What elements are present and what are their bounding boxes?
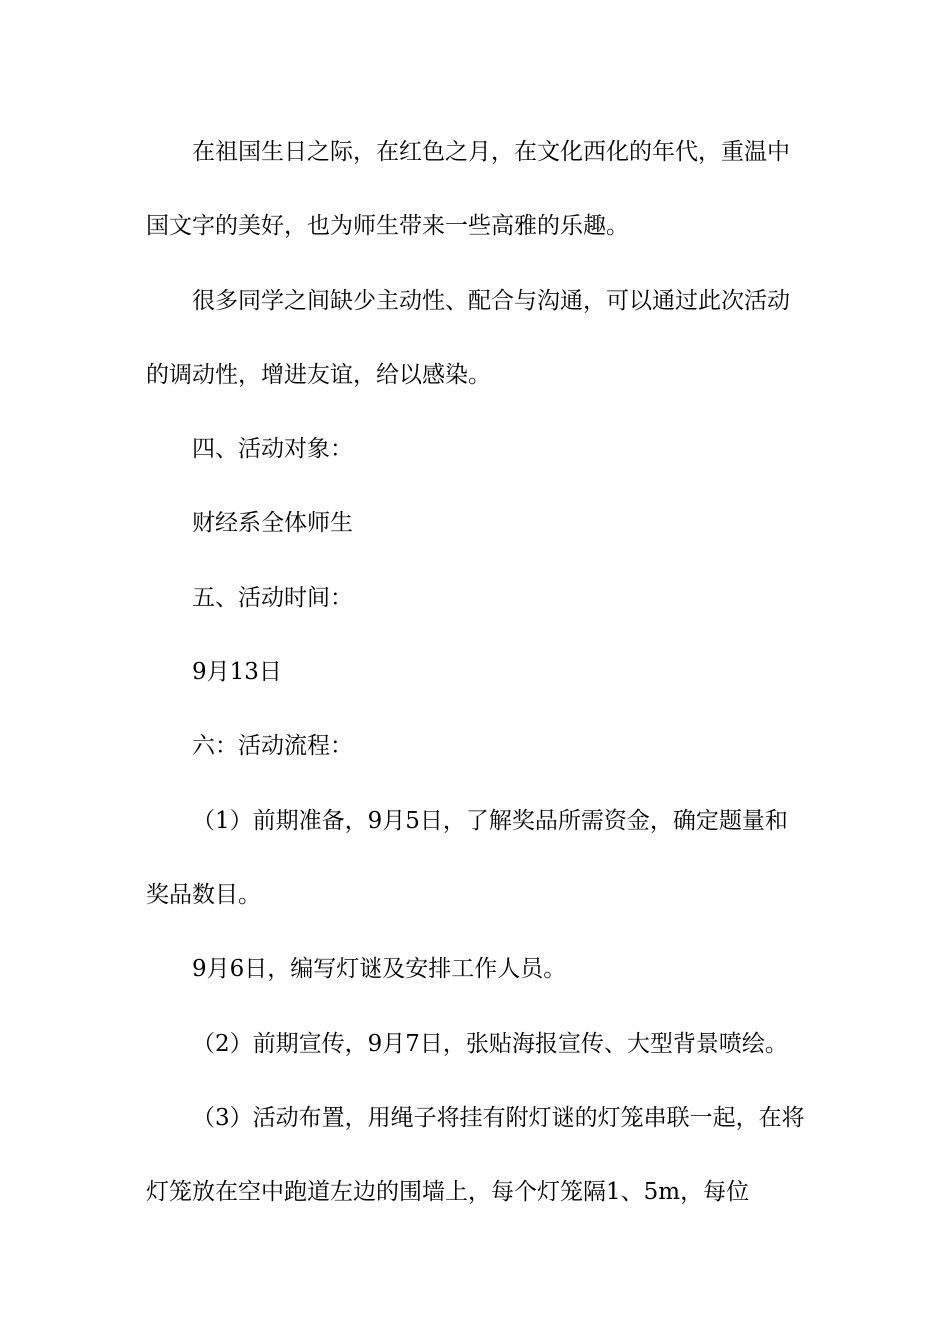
- paragraph-process-step-2: （2）前期宣传，9月7日，张贴海报宣传、大型背景喷绘。: [192, 1030, 788, 1057]
- document-body: [146, 115, 808, 1229]
- paragraph-activity-time: 9月13日: [192, 659, 282, 686]
- paragraph-activity-target: 财经系全体师生: [192, 510, 353, 537]
- paragraph-intro-2: 很多同学之间缺少主动性、配合与沟通，可以通过此次活动的调动性，增进友谊，给以感染。: [146, 287, 790, 388]
- heading-activity-target: 四、活动对象：: [192, 436, 353, 463]
- paragraph-intro-1: 在祖国生日之际，在红色之月，在文化西化的年代，重温中国文字的美好，也为师生带来一些高雅的乐趣。: [146, 139, 790, 240]
- heading-activity-process: 六：活动流程：: [192, 733, 353, 760]
- heading-activity-time: 五、活动时间：: [192, 584, 353, 611]
- paragraph-process-step-1b: 9月6日，编写灯谜及安排工作人员。: [192, 956, 567, 983]
- paragraph-process-step-1: （1）前期准备，9月5日，了解奖品所需资金，确定题量和奖品数目。: [146, 807, 788, 908]
- paragraph-process-step-3: （3）活动布置，用绳子将挂有附灯谜的灯笼串联一起，在将灯笼放在空中跑道左边的围墙上，每个灯笼隔1、5m，每位: [146, 1104, 805, 1206]
